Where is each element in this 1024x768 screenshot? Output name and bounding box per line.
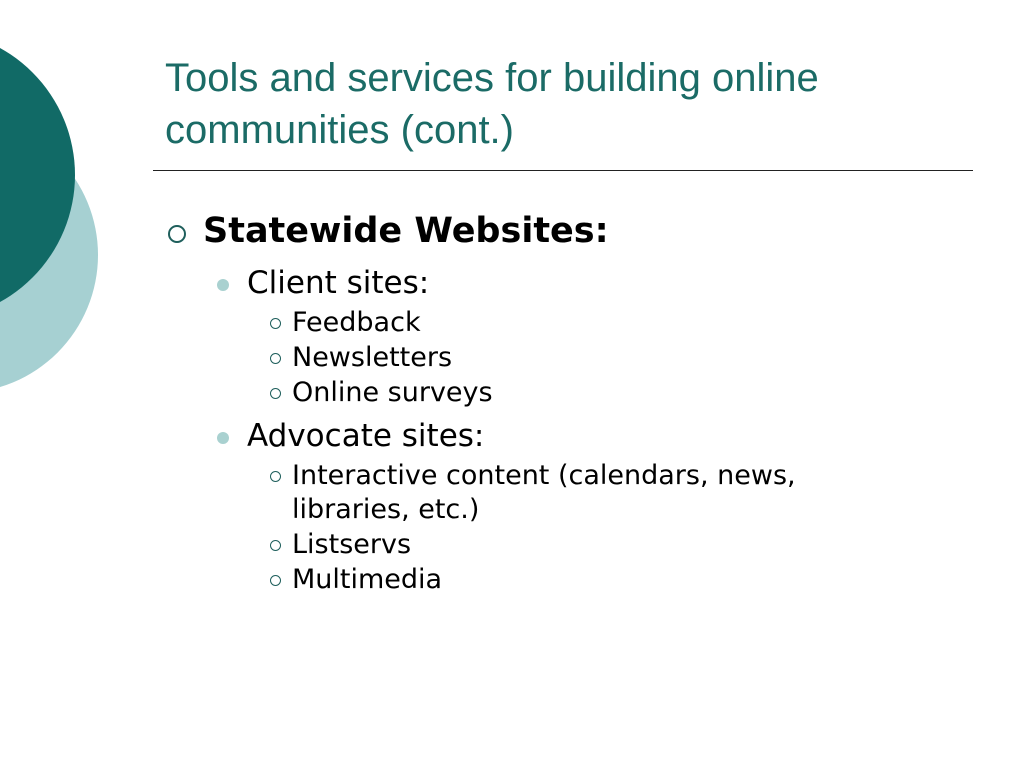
group-label: Advocate sites: — [247, 418, 485, 454]
small-circle-bullet-icon — [270, 318, 281, 329]
list-item-text: Multimedia — [292, 564, 443, 595]
list-item — [160, 528, 960, 562]
list-item — [160, 459, 960, 527]
decorative-circles — [0, 0, 120, 420]
dot-bullet-icon — [217, 432, 229, 444]
small-circle-bullet-icon — [270, 540, 281, 551]
list-item-text: Listservs — [292, 529, 412, 560]
small-circle-bullet-icon — [270, 471, 281, 482]
dot-bullet-icon — [217, 279, 229, 291]
title-line-1: Tools and services for building online — [165, 56, 819, 100]
list-item-text: Interactive content (calendars, news, — [292, 460, 796, 491]
group-advocate-sites — [160, 414, 960, 458]
list-item — [160, 376, 960, 410]
list-item — [160, 563, 960, 597]
slide-title — [165, 52, 985, 156]
list-item — [160, 306, 960, 340]
group-client-sites — [160, 261, 960, 305]
list-item-text-continued: libraries, etc.) — [292, 494, 480, 525]
small-circle-bullet-icon — [270, 353, 281, 364]
list-item-text: Feedback — [292, 307, 421, 338]
list-item — [160, 341, 960, 375]
title-line-2: communities (cont.) — [165, 108, 514, 152]
hollow-circle-bullet-icon — [168, 225, 186, 243]
small-circle-bullet-icon — [270, 388, 281, 399]
slide-body — [160, 205, 960, 597]
heading-item — [160, 205, 960, 257]
section-heading: Statewide Websites: — [203, 211, 609, 251]
group-label: Client sites: — [247, 265, 430, 301]
list-item-text: Newsletters — [292, 342, 453, 373]
list-item-text: Online surveys — [292, 377, 493, 408]
title-divider — [153, 170, 973, 171]
small-circle-bullet-icon — [270, 575, 281, 586]
